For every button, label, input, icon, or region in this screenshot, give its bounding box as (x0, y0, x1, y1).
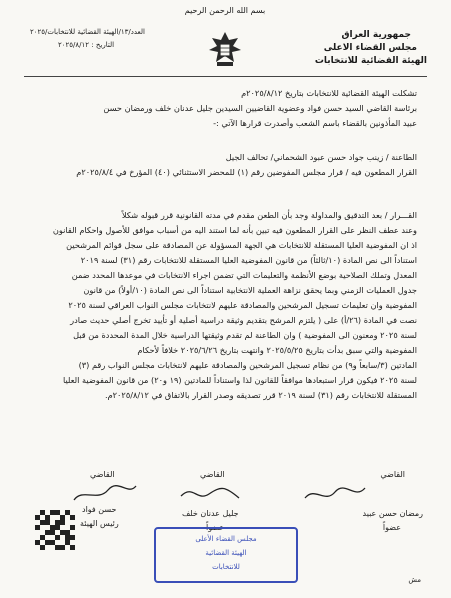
signature-scribble-left (70, 482, 140, 506)
decision-line: لسنة ٢٠٢٥ ومعنون الى المفوضية ) وان الطاعنة لم تقدم وثيقتها الدراسية خلال المدة المحددة من قبل (73, 330, 417, 340)
signature-role-right: عضواً (382, 523, 401, 532)
decision-line: المفوضية والتي سبق بدأت بتاريخ ٢٠٢٥/٥/٢٥ وانتهت بتاريخ ٢٠٢٥/٦/٢٦ خلافاً لأحكام (137, 345, 417, 355)
basmala: بسم الله الرحمن الرحيم (184, 6, 266, 15)
intro-line: عبيد المأذونين بالقضاء باسم الشعب وأصدرت قرارها الآتي :- (213, 118, 417, 128)
stamp-line: للانتخابات (212, 563, 240, 571)
stamp-line: الهيئة القضائية (205, 549, 247, 557)
decision-line: جدول العمليات الزمني وبما يحقق نزاهة العملية الانتخابية استناداً الى نص المادة (١٠/أولاً) من قانون (83, 285, 417, 295)
signature-role-middle: عضواً (206, 523, 225, 532)
council-name: مجلس القضاء الاعلى (323, 43, 417, 53)
decision-line: المادتين (٣/سابعاً و٩) من نظام تسجيل المرشحين والمصادقة عليهم لانتخابات مجلس النواب رقم (٣) (78, 360, 417, 370)
decision-line: استناداً الى نص المادة (١٠/ثالثاً) من قانون المفوضية العليا المستقلة للانتخابات رقم (٣١) لسنة ٢٠١٩ (80, 255, 417, 265)
iraq-emblem-icon (205, 30, 245, 68)
footer-note: مش (408, 576, 421, 584)
commission-name: الهيئة القضائية للانتخابات (314, 56, 427, 66)
signature-title-middle: القاضي (200, 470, 225, 479)
reference-number: العدد/١٣/الهيئة القضائية للانتخابات/٢٠٢٥ (30, 28, 145, 36)
reference-date: التاريخ : ٢٠٢٥/٨/١٢ (58, 41, 115, 49)
decision-line: نصت في المادة (٢٦/أ) على ( يلتزم المرشح بتقديم وثيقة دراسية أصلية أو تأييد تخرج أصلي حديث صادر (70, 315, 417, 325)
decision-line: وعند عطف النظر على القرار المطعون فيه تبين بأنه لما استند اليه من أسباب موافق للأصول واحكام القانون (52, 225, 417, 235)
decision-line: المستقلة للانتخابات رقم (٣١) لسنة ٢٠١٩ قرر تصديقه وصدر القرار بالاتفاق في ٢٠٢٥/٨/١٢م. (104, 390, 417, 400)
signature-title-right: القاضي (380, 470, 405, 479)
signature-name-left: حسن فواد (82, 505, 117, 514)
country-name: جمهورية العراق (341, 30, 411, 40)
appealed-decision-line: القرار المطعون فيه / قرار مجلس المفوضين رقم (١) للمحضر الاستثنائي (٤٠) المؤرخ في ٢٠٢٥/٨/٤م (76, 167, 417, 177)
appellant-line: الطاعنة / زينب جواد حسن عبود الشحماني/ تحالف الجيل (225, 152, 417, 162)
signature-title-left: القاضي (90, 470, 115, 479)
header-divider (24, 76, 427, 77)
decision-line: المفوضية وان تعليمات تسجيل المرشحين والمصادقة عليهم لانتخابات مجلس النواب العراقي لسنة ٢٠٢٥ (68, 300, 417, 310)
intro-line: برئاسة القاضي السيد حسن فواد وعضوية القاضيين السيدين جليل عدنان خلف ورمضان حسن (103, 103, 417, 113)
qr-code-icon (35, 510, 75, 550)
decision-line: لسنة ٢٠٢٥ فيكون قرار استبعادها موافقاً للقانون لذا واستناداً للمادتين (١٩ و٢٠) من قانون المفوضية العليا (62, 375, 417, 385)
signature-name-right: رمضان حسن عبيد (362, 509, 423, 518)
signature-scribble-middle (175, 482, 245, 506)
signature-role-left: رئيس الهيئة (80, 519, 119, 528)
stamp-line: مجلس القضاء الأعلى (195, 535, 257, 543)
official-stamp (154, 527, 298, 583)
decision-line: القـــرار / بعد التدقيق والمداولة وجد بأن الطعن مقدم في مدته القانونية قرر قبوله شكلاً (121, 210, 417, 220)
intro-line: تشكلت الهيئة القضائية للانتخابات بتاريخ ٢٠٢٥/٨/١٢م (241, 88, 417, 98)
signature-name-middle: جليل عدنان خلف (182, 509, 239, 518)
decision-line: اذ ان المفوضية العليا المستقلة للانتخابات هي الجهة المسؤولة عن المصادقة على سجل قوائم المرشحين (66, 240, 417, 250)
decision-line: المعدل وتملك الصلاحية بوضع الأنظمة والتعليمات التي تضمن اجراء الانتخابات في موعدها المحدد ضمن (71, 270, 417, 280)
signature-scribble-right (300, 482, 370, 506)
